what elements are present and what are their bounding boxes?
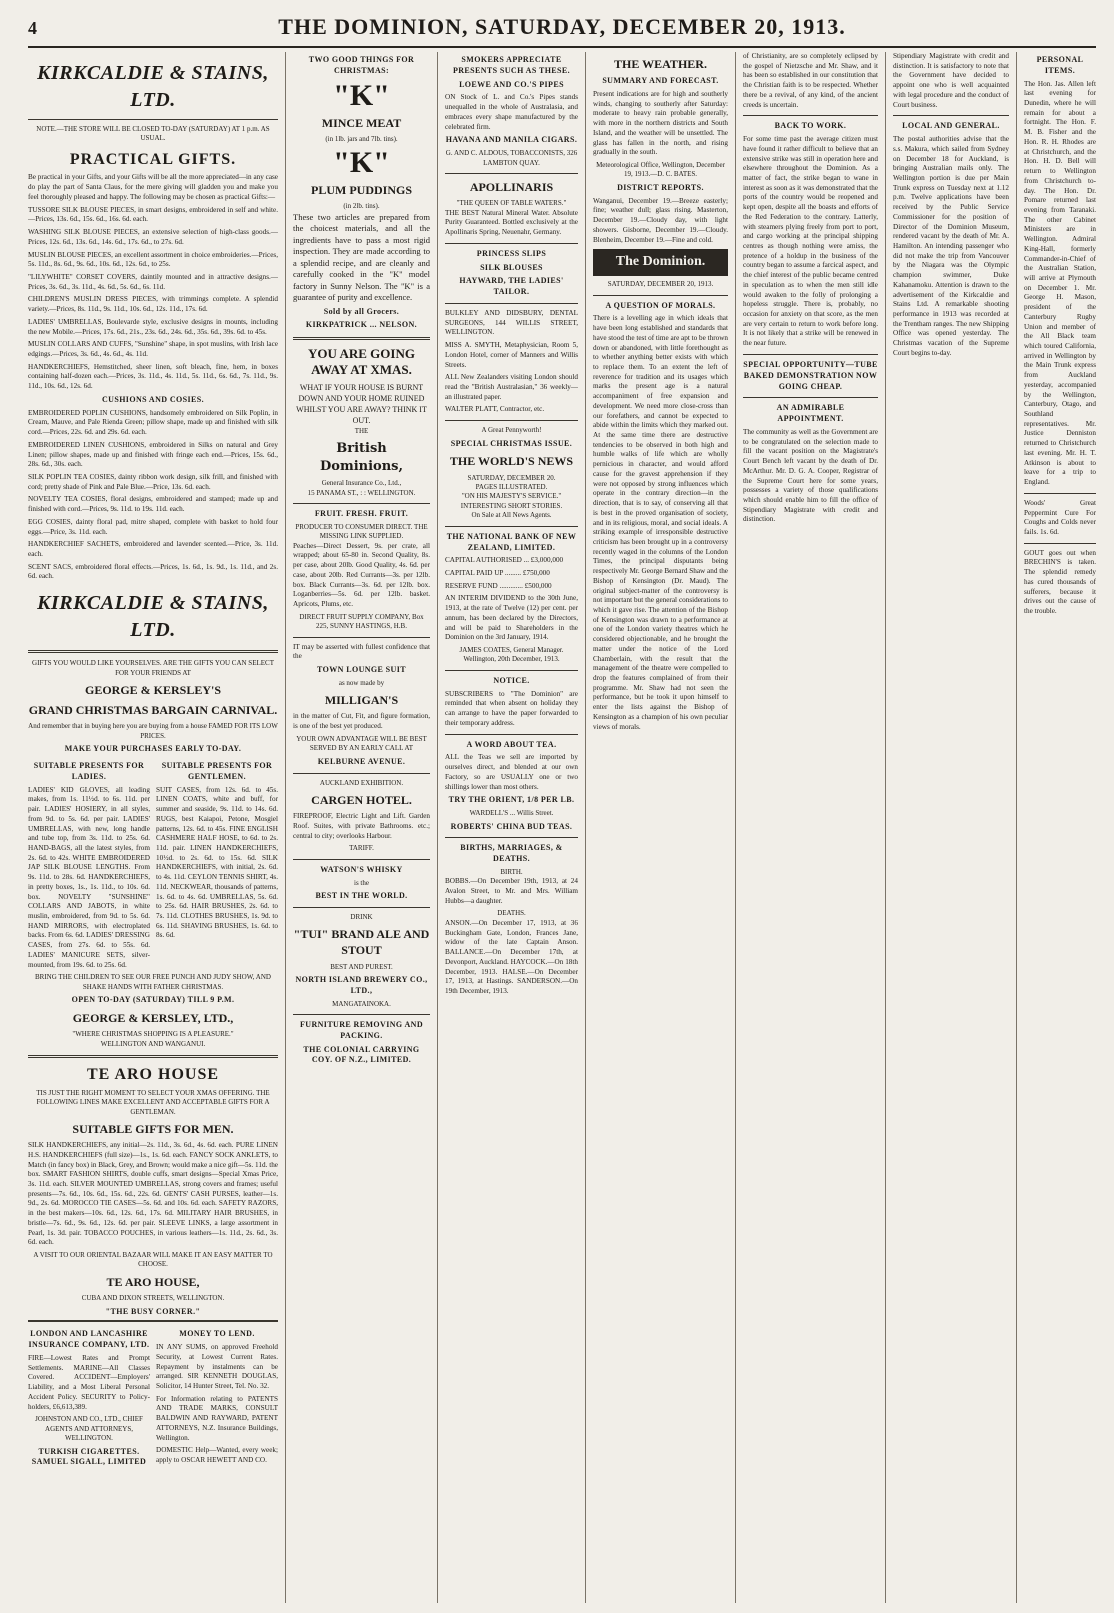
cargen-body: FIREPROOF, Electric Light and Lift. Garden Roof. Suites, with private Bathrooms. etc.; central to city; overlooks Harbour.	[293, 812, 430, 840]
silk-blouses: SILK BLOUSES	[480, 262, 543, 272]
special-issue: SPECIAL CHRISTMAS ISSUE.	[450, 438, 573, 448]
away-heading: YOU ARE GOING AWAY AT XMAS.	[308, 346, 415, 377]
te-aro-visit: A VISIT TO OUR ORIENTAL BAZAAR WILL MAKE IT AN EASY MATTER TO CHOOSE.	[33, 1251, 273, 1269]
columns	[28, 52, 1096, 1603]
newspaper-title: THE DOMINION, SATURDAY, DECEMBER 20, 1913.	[278, 14, 846, 39]
tui-best: BEST AND PUREST.	[330, 962, 393, 971]
patents-ad: For Information relating to PATENTS AND TRADE MARKS, CONSULT BALDWIN AND RAYWARD, PATENT ATTORNEYS, N.Z. Insurance Buildings, Wellington.	[156, 1394, 278, 1442]
british-dominions: British Dominions,	[320, 441, 403, 474]
admirable-body: The community as well as the Government are to be congratulated on the selection made to fill the vacant position on the Magistrate's Court Bench left vacant by the death of Dr. McArthur. Mr. D. G. A. Cooper, Registrar of the Supreme Court here for some years, possesses a variety of those qualifications which should enable him to fill the office of Stipendiary Magistrate with credit and distinction.	[743, 427, 878, 524]
smokers-heading: SMOKERS APPRECIATE PRESENTS SUCH AS THESE.	[452, 55, 571, 75]
apollinaris-sub: "THE QUEEN OF TABLE WATERS."	[456, 199, 567, 208]
tea-body: ALL the Teas we sell are imported by ourselves direct, and blended at our own Factory, so are USUALLY one or two shillings lower than most others.	[445, 753, 578, 791]
milligan-at: as now made by	[338, 678, 385, 687]
brewery-name: NORTH ISLAND BREWERY CO., LTD.,	[295, 975, 428, 995]
k-mince-meat: MINCE MEAT	[321, 115, 402, 130]
gk-gentlemen-heading: SUITABLE PRESENTS FOR GENTLEMEN.	[161, 761, 273, 781]
page-number: 4	[28, 18, 37, 38]
gk-presents	[28, 758, 278, 973]
worlds-news: THE WORLD'S NEWS	[449, 454, 574, 469]
bank-foot: JAMES COATES, General Manager. Wellington, 20th December, 1913.	[459, 646, 564, 664]
carrying-company: THE COLONIAL CARRYING COY. OF N.Z., LIMITED.	[303, 1044, 420, 1065]
british-address: 15 PANAMA ST., : : WELLINGTON.	[307, 488, 416, 497]
gk-make: MAKE YOUR PURCHASES EARLY TO-DAY.	[64, 744, 242, 754]
te-aro-intro: TIS JUST THE RIGHT MOMENT TO SELECT YOUR XMAS OFFERING. THE FOLLOWING LINES MAKE EXCELLENT AND ACCEPTABLE GIFTS FOR A GENTLEMAN.	[36, 1088, 270, 1116]
te-aro-list: SILK HANDKERCHIEFS, any initial—2s. 11d., 3s. 6d., 4s. 6d. each. PURE LINEN H.S. HANDKERCHIEFS (full size)—1s., 1s. 6d. each. FANCY SOCK ANKLETS, to Match (in fancy box) in Black, Grey, and Brown; would make a nice gift—5s. 11d. the box. SMART FASHION SHIRTS, double cuffs, smart designs—Special Xmas Price, 3s. 11d. each. SILVER MOUNTED UMBRELLAS, strong covers and frames; useful presents—7s. 6d., 10s. 6d., 15s. 6d., 22s. 6d. GENTS' CASH PURSES, leather—1s. 9d., 2s. 6d. MOROCCO TIE CASES—5s. 6d. and 10s. 6d. each. SAFETY RAZORS, in the best makers—10s. 6d., 12s. 6d., 17s. 6d. MILITARY HAIR BRUSHES, in bristle—7s. 6d., 9s. 6d., 12s. 6d. per pair. SLEEVE LINKS, a large assortment in Pearl, 1s. 3d. pair. TOBACCO POUCHES, in various leathers—1s. 11d., 2s. 6d., 3s. 6d. each.	[28, 1141, 278, 1247]
district-reports: DISTRICT REPORTS.	[617, 182, 704, 192]
k-logo-2: "K"	[333, 146, 390, 180]
k-mince-size: (in 1lb. jars and 7lb. tins).	[325, 134, 398, 143]
worlds-news-stories: INTERESTING SHORT STORIES.	[460, 501, 563, 510]
tui-brand: "TUI" BRAND ALE AND STOUT	[293, 927, 430, 958]
two-good-things: TWO GOOD THINGS FOR CHRISTMAS:	[308, 55, 415, 75]
weather-heading: THE WEATHER.	[614, 57, 707, 71]
notice-heading: NOTICE.	[493, 675, 530, 685]
gk-place: WELLINGTON AND WANGANUI.	[100, 1039, 206, 1048]
cargen-hotel: CARGEN HOTEL.	[311, 792, 412, 807]
roberts-tea: ROBERTS' CHINA BUD TEAS.	[450, 821, 573, 831]
gk-tagline: "WHERE CHRISTMAS SHOPPING IS A PLEASURE."	[72, 1030, 234, 1039]
milligan-advantage: YOUR OWN ADVANTAGE WILL BE BEST SERVED BY AN EARLY CALL AT	[296, 734, 427, 753]
morals-heading: A QUESTION OF MORALS.	[605, 300, 716, 310]
cargen-tariff: TARIFF.	[349, 844, 374, 853]
te-aro-title: TE ARO HOUSE	[86, 1066, 220, 1084]
empire-ad: ALL New Zealanders visiting London should read the "British Australasian," 36 weekly—an illustrated paper.	[445, 373, 578, 401]
personal-body: The Hon. Jas. Allen left last evening for Dunedin, where he will remain for about a fortnight. The Hon. F. M. B. Fisher and the Hon. R. H. Rhodes are at Christchurch, and the Hon. H. D. Bell will return to Wellington from Christchurch to-day. The Hon. Dr. Pomare returned last evening from Taranaki. The other Cabinet Ministers are in Wellington. Admiral King-Hall, formerly Commander-in-Chief of the Australian Station, will arrive at Plymouth on December 1. Mr. George H. Mason, president of the Canterbury Rugby Union and member of the All Black team which toured California, arrived in Wellington by the Main Trunk express from Auckland yesterday, accompanied by the Wellington, Canterbury, Otago, and Southland representatives. Mr. Justice Denniston returned to Christchurch last evening. Mr. H. T. Atkinson is about to leave for a trip to England.	[1024, 79, 1096, 487]
gift-item: WASHING SILK BLOUSE PIECES, an extensive selection of high-class goods.—Prices, 12s. 6d., 13s. 6d., 14s. 6d., 17s. 6d., to 27s. 6d.	[28, 228, 278, 246]
domestic-ad: DOMESTIC Help—Wanted, every week; apply to OSCAR HEWETT AND CO.	[156, 1446, 278, 1465]
k-sold: Sold by all Grocers.	[323, 306, 400, 316]
gk-brand: GEORGE & KERSLEY, LTD.,	[72, 1010, 234, 1025]
bank-paid: CAPITAL PAID UP ......... £750,000	[445, 569, 550, 578]
editorial-continuation: of Christianity, are so completely eclipsed by the gospel of Nietzsche and Mr. Shaw, and it has been so established in our constitution that the Christian faith is to be respected. Whether there be a revival, of any kind, of the ancient creeds is uncertain.	[743, 52, 878, 109]
dental-ad: BULKLEY AND DIDSBURY, DENTAL SURGEONS, 144 WILLIS STREET, WELLINGTON.	[445, 308, 578, 337]
pratt-ad: WALTER PLATT, Contractor, etc.	[445, 405, 545, 414]
district-body: Wanganui, December 19.—Breeze easterly; fine; weather dull; glass rising. Masterton, December 19.—Cloudy day, with light showers. Gisborne, December 19.—Cloudy. Blenheim, December 19.—Fine and cold.	[593, 196, 728, 244]
british-sub: General Insurance Co., Ltd.,	[321, 479, 402, 488]
weather-signature: Meteorological Office, Wellington, December 19, 1913.—D. C. BATES.	[596, 161, 725, 179]
gift-item: MUSLIN BLOUSE PIECES, an excellent assortment in choice embroideries.—Prices, 5s. 11d., 8s. 6d., 9s. 6d., 10s. 6d., 12s. 6d., to 25s.	[28, 250, 278, 269]
special-opportunity: SPECIAL OPPORTUNITY—TUBE BAKED DEMONSTRATION NOW GOING CHEAP.	[743, 359, 878, 391]
worlds-news-sale: On Sale at All News Agents.	[471, 511, 552, 520]
fruit-heading: FRUIT. FRESH. FRUIT.	[314, 508, 409, 518]
turkish-cigarettes: TURKISH CIGARETTES. SAMUEL SIGALL, LIMITED	[31, 1446, 147, 1467]
admirable-heading: AN ADMIRABLE APPOINTMENT.	[776, 403, 845, 424]
cushion-item: EMBROIDERED LINEN CUSHIONS, embroidered in Silks on natural and Grey Linen; pillow shapes, made up and finished with fringe each end.—Prices, 15s. 6d., 28s. 6d., 30s. each.	[28, 440, 278, 469]
cough-ad: Woods' Great Peppermint Cure For Coughs and Colds never fails. 1s. 6d.	[1024, 498, 1096, 536]
milligan-intro: IT may be asserted with fullest confidence that the	[293, 642, 430, 661]
k-pudding-size: (in 2lb. tins).	[343, 202, 380, 211]
bank-body: AN INTERIM DIVIDEND to the 30th June, 1913, at the rate of Twelve (12) per cent. per annum, has been declared by the Directors, and will be paid to Shareholders in the Dominion on the 3rd January, 1914.	[445, 594, 578, 642]
column-7	[1017, 52, 1096, 1603]
column-1-bottom-ads	[28, 1320, 278, 1471]
column-3	[438, 52, 586, 1603]
weather-body: Present indications are for high and southerly winds, changing to southerly after Saturday: moderate to heavy rain probable generally, with more in the northern districts and South Island, and the weather will be unsettled. The glass has fallen in the north, and rising gradually in the south.	[593, 89, 728, 157]
store-note: NOTE.—THE STORE WILL BE CLOSED TO-DAY (SATURDAY) AT 1 p.m. AS USUAL.	[36, 125, 270, 143]
gk-intro: GIFTS YOU WOULD LIKE YOURSELVES. ARE THE GIFTS YOU CAN SELECT FOR YOUR FRIENDS AT	[32, 659, 274, 677]
back-to-work-heading: BACK TO WORK.	[774, 121, 847, 131]
local-general-heading: LOCAL AND GENERAL.	[902, 121, 1000, 131]
gk-bring: BRING THE CHILDREN TO SEE OUR FREE PUNCH AND JUDY SHOW, AND SHAKE HANDS WITH FATHER CHRISTMAS.	[35, 973, 271, 991]
away-body: WHAT IF YOUR HOUSE IS BURNT DOWN AND YOUR HOME RUINED WHILST YOU ARE AWAY? THINK IT OUT.	[296, 383, 427, 425]
bank-capital: CAPITAL AUTHORISED ... £3,000,000	[445, 556, 564, 565]
te-aro-heading: SUITABLE GIFTS FOR MEN.	[72, 1121, 234, 1136]
k-plum-puddings: PLUM PUDDINGS	[311, 183, 412, 198]
gk-sub: And remember that in buying here you are buying from a house FAMED FOR ITS LOW PRICES.	[28, 722, 278, 740]
te-aro-busy: "THE BUSY CORNER."	[105, 1306, 201, 1316]
great-pennyworth: A Great Pennyworth!	[481, 426, 542, 435]
national-bank: THE NATIONAL BANK OF NEW ZEALAND, LIMITED.	[446, 531, 577, 552]
column-4	[586, 52, 736, 1603]
fruit-foot: DIRECT FRUIT SUPPLY COMPANY, Box 225, SUNNY HASTINGS, H.B.	[299, 612, 424, 631]
dominion-nameplate: The Dominion.	[593, 249, 728, 276]
apollinaris-body: THE BEST Natural Mineral Water. Absolute Purity Guaranteed. Bottled exclusively at the Apollinaris Spring, Neuenahr, Germany.	[445, 208, 578, 236]
worlds-news-serial: "ON HIS MAJESTY'S SERVICE."	[461, 492, 562, 501]
gift-item: MUSLIN COLLARS AND CUFFS, "Sunshine" shape, in spot muslins, with Irish lace edgings.—Prices, 3s. 6d., 4s. 6d., 4s. 11d.	[28, 340, 278, 358]
morals-body: There is a levelling age in which ideals that have been long established and standards that have stood the test of time are apt to be thrown down or abandoned, with little forethought as to whether anything better exists with which to replace them. To an extent the left of reverence for tradition and its usages which marks the present age is a natural accompaniment of free expansion and development. We need more close-cross than our forefathers, and cannot be expected to abide within the limits which they marked out. At the same time there are destructive tendencies to be observed in both high and humble walks of life which are wholly pernicious in character, and would afford cause for the gravest apprehension if they were not opposed by strong influences which operate in the contrary direction—in the direction, that is to say, of conserving all that is best in the proved organisation of society, and in its religious, moral, and social ideals. A striking example of irresponsible destructive criticism has been brought up in a controversy recently waged in the columns of the London Times, the principal disputants being respectively Mr. George Bernard Shaw and the Bishop of Kensington (Dr. Maud). The original subject-matter of the controversy is not important but the general considerations to which it gave rise. The attention of the Bishop of Kensington was drawn to a performance at one of the London variety theatres which he considered objectionable, and he brought the matter under the notice of the Lord Chamberlain, with the result that the management of the theatre were compelled to drop the features complained of from their programme. Mr. Shaw had not seen the performance, but he took it upon himself to enter the lists against the Bishop of Kensington as a champion of his own peculiar views of morals.	[593, 314, 728, 731]
deaths-label: DEATHS.	[497, 909, 526, 918]
worlds-news-date: SATURDAY, DECEMBER 20.	[467, 473, 556, 482]
gift-item: HANDKERCHIEFS, Hemstitched, sheer linen, soft bleach, fine, hem, in boxes containing half-dozen each.—Prices, 3s. 11d., 4s. 11d., 5s. 11d., 6s. 6d., 7s. 11d., 9s. 11d., 10s. 6d., 12s. 6d.	[28, 362, 278, 391]
local-general-body: The postal authorities advise that the s.s. Makura, which sailed from Sydney on December 18 for Auckland, is bringing Australian mails only. The Wellington portion is due per Main Trunk express on Tuesday next at 1.12 p.m. Twelve applications have been received by the Public Service Commissioner for the position of Director of the Dominion Museum, rendered vacant by the death of Mr. A. Hamilton. An intending passenger who did not make the trip from Vancouver by the Niagara was the Olympic champion swimmer, Duke Kahanamoku. Attention is drawn to the advertisement of the Kirkcaldie and Stains Ltd. A remarkable shooting performance in 1913 was recorded at the Trentham ranges. The new Shipping Office was opened yesterday. The Christmas vacation of the Supreme Court begins to-day.	[893, 135, 1009, 357]
column-5	[736, 52, 886, 1603]
cushion-item: EGG COSIES, dainty floral pad, mitre shaped, complete with basket to hold four eggs.—Price, 3s. 11d. each.	[28, 517, 278, 536]
havana-cigars: HAVANA AND MANILA CIGARS.	[445, 135, 578, 145]
gk-gentlemen-list: SUIT CASES, from 12s. 6d. to 45s. LINEN COATS, white and buff, for summer and seaside, 9s. 11d. to 14s. 6d. RUGS, best Kaiapoi, Petone, Mosgiel patterns, 12s. 6d. to 45s. FINE ENGLISH CASHMERE HALF HOSE, to 6d. to 2s. 11d. pair. LINEN HANDKERCHIEFS, 10½d. to 2s. 6d. to 15s. 6d. SILK HANDKERCHIEFS, with initial, 2s. 6d. to 4s. 11d. CEYLON TENNIS SHIRT, 4s. 11d. NECKWEAR, thousands of patterns, 1s. 6d. to 4s. 6d. UMBRELLAS, 5s. 6d. to 25s. 6d. HAIR BRUSHES, 2s. 6d. to 7s. 11d. CLOTHES BRUSHES, 1s. 9d. to 6s. 11d. SHAVING BRUSHES, 1s. 6d. to 8s. 6d.	[156, 785, 278, 940]
personal-heading: PERSONAL ITEMS.	[1036, 55, 1084, 75]
cushion-item: SILK POPLIN TEA COSIES, dainty ribbon work design, silk frill, and finished with cord; pretty shade of Pink and Pale Blue.—Price, 13s. 6d. each.	[28, 472, 278, 491]
cushions-heading: CUSHIONS AND COSIES.	[101, 394, 205, 404]
fruit-body: Peaches—Direct Dessert, 9s. per crate, all wrapped; about 65-80 in. Second Quality, 8s. per case, about 20lb. Good Quality, 4s. 6d. per case, about 20lb. Red Currants—3s. per 12lb. box. Black Currants—3s. 6d. per 12lb. box. Loganberries—5s. 6d. per 12lb. basket. Apricots, Plums, etc.	[293, 541, 430, 608]
loewe-pipes: LOEWE AND CO.'S PIPES	[459, 79, 564, 89]
hayward: HAYWARD, THE LADIES' TAILOR.	[459, 276, 564, 297]
bank-reserve: RESERVE FUND ............. £500,000	[445, 581, 552, 590]
auckland-exhibition: AUCKLAND EXHIBITION.	[319, 778, 404, 787]
birth-label: BIRTH.	[500, 867, 523, 876]
milligan-suit: TOWN LOUNGE SUIT	[317, 664, 406, 674]
dominion-date: SATURDAY, DECEMBER 20, 1913.	[607, 280, 714, 289]
princess-slips: PRINCESS SLIPS	[476, 248, 547, 258]
money-heading: MONEY TO LEND.	[179, 1329, 255, 1339]
practical-gifts-heading: PRACTICAL GIFTS.	[69, 150, 237, 168]
practical-intro: Be practical in your Gifts, and your Gifts will be all the more appreciated—in any case do play the part of Santa Claus, for the mere giving will gladden you and make you feel thoroughly pleased and happy. The following may be chosen as practical Gifts:—	[28, 173, 278, 201]
word-about-tea: A WORD ABOUT TEA.	[466, 739, 557, 749]
gift-item: LADIES' UMBRELLAS, Boulevarde style, exclusive designs in mounts, including the new Mobile.—Prices, 17s. 6d., 21s., 23s. 6d., 24s. 6d., 35s. 6d., 39s. 6d. to 45s.	[28, 317, 278, 336]
gift-item: "LILYWHITE" CORSET COVERS, daintily mounted and in attractive designs.—Prices, 3s. 6d., 3s. 11d., 4s. 6d., 5s. 6d., 6s. 11d.	[28, 272, 278, 291]
drink-label: DRINK	[350, 912, 373, 921]
gk-open: OPEN TO-DAY (SATURDAY) TILL 9 P.M.	[71, 995, 235, 1005]
notice-body: SUBSCRIBERS to "The Dominion" are reminded that when absent on holiday they can arrange to have the paper forwarded to their temporary address.	[445, 689, 578, 727]
k-firm: KIRKPATRICK ... NELSON.	[305, 320, 418, 330]
gift-item: CHILDREN'S MUSLIN DRESS PIECES, with trimmings complete. A splendid variety.—Prices, 8s. 11d., 9s. 11d., 10s. 6d., 12s. 11d., 17s. 6d.	[28, 295, 278, 314]
gk-ladies-list: LADIES' KID GLOVES, all leading makes, from 1s. 11½d. to 6s. 11d. per pair. LADIES' HOSIERY, in all styles, from 9d. to 5s. 6d. per pair. LADIES' UMBRELLAS, with new, long handle and tube top, from 3s. 11d. to 25s. 6d. HAND-BAGS, all the latest styles, from 2s. 6d. to 42s. WHITE EMBROIDERED JAP SILK BLOUSE LENGTHS. From 9s. 11d. to 28s. 6d. HANDKERCHIEFS, in pretty boxes, 1s., 1s. 11d., to 10s. 6d. box. NOVELTY "SUNSHINE" COLLARS AND JABOTS, in white muslin, embroidered, from 9d. to 5s. 6d. HAND MIRRORS, with electroplated backs. From 6s. 6d. LADIES' DRESSING CASES, from 27s. 6d. to 55s. 6d. LADIES' MANICURE SETS, silver-mounted, from 19s. 6d. to 25s. 6d.	[28, 785, 150, 969]
k-logo: "K"	[333, 78, 390, 112]
smyth-ad: MISS A. SMYTH, Metaphysician, Room 5, London Hotel, corner of Manners and Willis Streets.	[445, 341, 578, 369]
ll-title: LONDON AND LANCASHIRE INSURANCE COMPANY, LTD.	[28, 1329, 150, 1350]
the-label: THE	[354, 426, 369, 435]
watson-whisky: WATSON'S WHISKY	[320, 864, 403, 874]
fruit-sub: PRODUCER TO CONSUMER DIRECT. THE MISSING LINK SUPPLIED.	[295, 522, 428, 541]
birth-body: BOBBS.—On December 19th, 1913, at 24 Avalon Street, to Mr. and Mrs. William Hubbs—a daughter.	[445, 877, 578, 905]
milligan-name: MILLIGAN'S	[324, 693, 399, 708]
ll-body: FIRE—Lowest Rates and Prompt Settlements. MARINE—All Classes Covered. ACCIDENT—Employers' Liability, and a Most Liberal Personal Accident Policy. SECURITY to Policy-holders, £6,613,389.	[28, 1353, 150, 1411]
back-to-work-body: For some time past the average citizen must have found it rather difficult to believe that an extensive strike was still in operation here and elsewhere throughout the Dominion. As a matter of fact, the strike began to wane in interest as soon as it was demonstrated that the ports of the country would be reopened and kept open, despite all the boasts and efforts of the Red Federation to the contrary. Latterly, with steamers plying freely from port to port, and cargo working at the principal shipping centres as though nothing were amiss, the pretence of a holdup in the business of the country began to assume a farcical aspect, and the chief interest of the public became centred in speculation as to when the men still idle would awaken to the folly of prolonging a hopeless struggle. There is, probably, no occasion for anxiety on that score, as the men are very certain to return to work before long. It is not likely that a strike will be renewed in the near future.	[743, 135, 878, 348]
te-aro-title-2: TE ARO HOUSE,	[106, 1274, 200, 1289]
gift-item: TUSSORE SILK BLOUSE PIECES, in smart designs, embroidered in self and white.—Prices, 13s. 6d., 15s. 6d., 16s. 6d. each.	[28, 205, 278, 224]
kirkcaldie-brand-2: KIRKCALDIE & STAINS, LTD.	[37, 592, 269, 642]
watson-best: BEST IN THE WORLD.	[315, 890, 408, 900]
aldous: G. AND C. ALDOUS, TOBACCONISTS, 326 LAMBTON QUAY.	[445, 149, 578, 167]
cushion-item: EMBROIDERED POPLIN CUSHIONS, handsomely embroidered on Silk Poplin, in Cream, Mauve, and Pale Rienda Green; pillow shape, made up and finished with silk cord.—Prices, 22s. 6d. and 29s. 6d. each.	[28, 408, 278, 437]
apollinaris: APOLLINARIS	[469, 179, 554, 194]
milligan-body: in the matter of Cut, Fit, and figure formation, is one of the best yet produced.	[293, 712, 430, 731]
ll-foot: JOHNSTON AND CO., LTD., CHIEF AGENTS AND ATTORNEYS, WELLINGTON.	[35, 1415, 143, 1443]
gout-ad: GOUT goes out when BRECHIN'S is taken. The splendid remedy has cured thousands of sufferers, because it drives out the cause of the trouble.	[1024, 548, 1096, 615]
orient-tea: TRY THE ORIENT, 1/8 PER LB.	[448, 795, 575, 805]
money-body: IN ANY SUMS, on approved Freehold Security, at Lowest Current Rates. Repayment by instalments can be arranged. SIR KENNETH DOUGLAS, Solicitor, 14 Hunter Street, Tel. No. 32.	[156, 1343, 278, 1391]
kelburne-avenue: KELBURNE AVENUE.	[317, 756, 406, 766]
k-body: These two articles are prepared from the choicest materials, and all the ingredients have to pass a most rigid inspection. They are made according to a splendid recipe, and are cleanly and carefully cooked in the "K" model factory in Sunny Nelson. The "K" is a guarantee of purity and excellence.	[293, 211, 430, 303]
cushion-item: NOVELTY TEA COSIES, floral designs, embroidered and stamped; made up and finished with cord.—Prices, 9s. 11d. to 19s. 11d. each.	[28, 495, 278, 514]
column-6-top: Stipendiary Magistrate with credit and distinction. It is satisfactory to note that the Government have decided to appoint one who is well acquainted with legal procedure and the conduct of Court business.	[893, 52, 1009, 109]
births-heading: BIRTHS, MARRIAGES, & DEATHS.	[460, 843, 563, 864]
column-2	[286, 52, 438, 1603]
weather-sub: SUMMARY AND FORECAST.	[602, 76, 719, 86]
furniture-removing: FURNITURE REMOVING AND PACKING.	[299, 1020, 424, 1040]
column-6	[886, 52, 1017, 1603]
te-aro-address: CUBA AND DIXON STREETS, WELLINGTON.	[81, 1294, 225, 1303]
gk-ladies-heading: SUITABLE PRESENTS FOR LADIES.	[33, 761, 145, 781]
cushion-item: HANDKERCHIEF SACHETS, embroidered and lavender scented.—Price, 3s. 11d. each.	[28, 540, 278, 558]
masthead	[28, 14, 1096, 48]
kirkcaldie-brand: KIRKCALDIE & STAINS, LTD.	[37, 62, 269, 111]
column-1	[28, 52, 286, 1603]
worlds-news-pages: PAGES ILLUSTRATED.	[475, 482, 548, 491]
gk-name: GEORGE & KERSLEY'S	[84, 683, 222, 698]
brewery-place: MANGATAINOKA.	[332, 999, 391, 1008]
deaths-body: ANSON.—On December 17, 1913, at 36 Buckingham Gate, London, Frances Jane, widow of the late Captain Anson. BALLANCE.—On December 17th, at Devonport, Auckland. HAYCOCK.—On 18th December, 1913. HALSE.—On December 17, 1913, at Hastings. SANDERSON.—On 19th December, 1913.	[445, 918, 578, 995]
cushion-item: SCENT SACS, embroidered floral effects.—Prices, 1s. 6d., 1s. 9d., 1s. 11d., and 2s. 6d. each.	[28, 562, 278, 581]
wardells: WARDELL'S ... Willis Street.	[469, 809, 554, 818]
loewe-body: ON Stock of L. and Co.'s Pipes stands unequalled in the whole of Australasia, and embraces every shape manufactured by the celebrated firm.	[445, 93, 578, 131]
watson-is: is the	[354, 878, 369, 887]
gk-headline: GRAND CHRISTMAS BARGAIN CARNIVAL.	[28, 703, 278, 718]
